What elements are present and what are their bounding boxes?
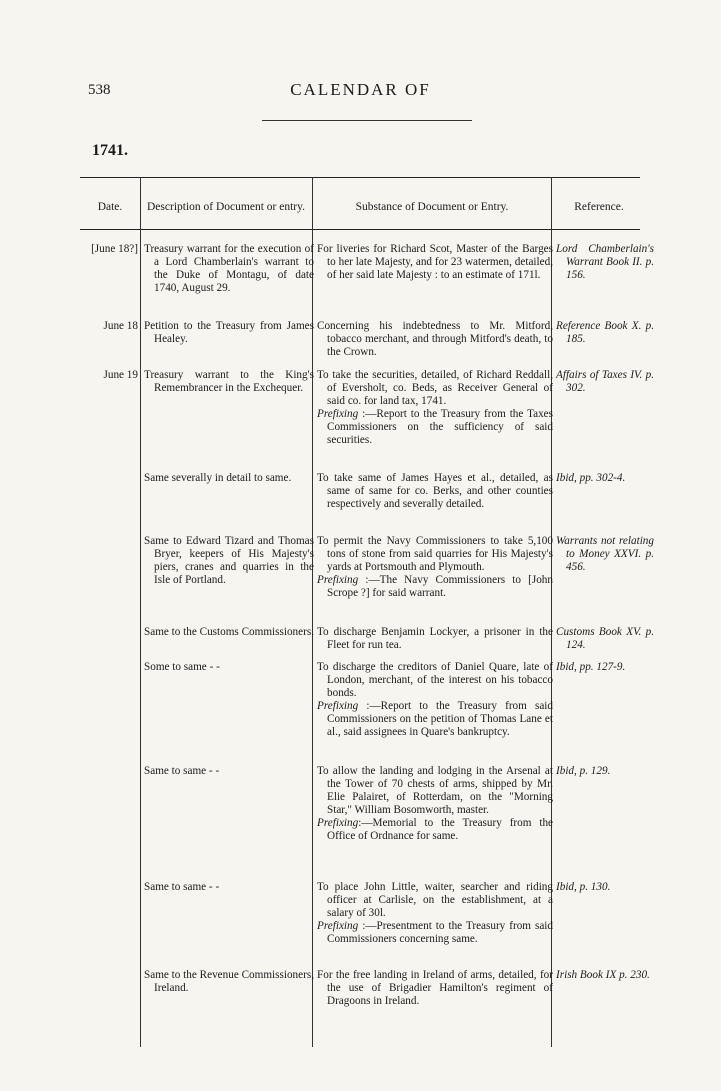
column-divider [312,177,313,1047]
entry-reference: Ibid, p. 130. [556,881,611,893]
entry-description: Some to same - - [144,661,220,673]
entry-description: Same to the Customs Commissioners. [144,626,314,638]
entry-description: Same to same - - [144,881,220,893]
table-header-rule [80,229,640,230]
substance-text: To discharge the creditors of Daniel Quare, late of London, merchant, of the interest on his tobacco bonds. [317,661,553,699]
entry-description: Same to same - - [144,765,220,777]
running-title: CALENDAR OF [290,80,431,99]
entry-substance [317,243,553,282]
column-header-description: Description of Document or entry. [147,200,305,213]
substance-text: Concerning his indebtedness to Mr. Mitford, tobacco merchant, and through Mitford's death, to the Crown. [317,320,553,358]
entry-description: Same to the Revenue Commissioners, Ireland. [144,969,314,994]
column-header-reference: Reference. [574,200,624,213]
entry-reference: Reference Book X. p. 185. [556,320,654,345]
prefixing-text: :—Memorial to the Treasury from the Office of Ordnance for same. [327,817,553,842]
entry-date: June 18 [103,320,138,332]
entry-description: Treasury warrant for the execution of a Lord Chamberlain's warrant to the Duke of Montagu, of date 1740, August 29. [144,243,314,294]
column-header-date: Date. [97,200,123,213]
prefixing-label: Prefixing [317,408,359,420]
prefixing-label: Prefixing [317,920,359,932]
prefixing-label: Prefixing [317,700,359,712]
entry-reference: Ibid, pp. 127-9. [556,661,626,673]
prefixing-note [317,408,553,447]
substance-text: To take same of James Hayes et al., detailed, as same of same for co. Berks, and other counties respectively and severally detailed. [317,472,553,510]
entry-reference: Lord Chamberlain's Warrant Book II. p. 156. [556,243,654,281]
calendar-table [80,177,654,1047]
entry-substance [317,765,553,843]
prefixing-note [317,920,553,946]
entry-description: Same to Edward Tizard and Thomas Bryer, keepers of His Majesty's piers, cranes and quarries in the Isle of Portland. [144,535,314,586]
table-top-rule [80,177,640,178]
entry-reference: Affairs of Taxes IV. p. 302. [556,369,654,394]
entry-substance [317,320,553,359]
prefixing-label: Prefixing [317,817,359,829]
substance-text: For liveries for Richard Scot, Master of the Barges to her late Majesty, and for 23 watermen, detailed, of her said late Majesty : to an estimate of 171l. [317,243,553,281]
substance-text: For the free landing in Ireland of arms, detailed, for the use of Brigadier Hamilton's regiment of Dragoons in Ireland. [317,969,553,1007]
substance-text: To discharge Benjamin Lockyer, a prisoner in the Fleet for run tea. [317,626,553,651]
entry-date: June 19 [103,369,138,381]
year-heading: 1741. [92,142,128,159]
prefixing-text: :—Presentment to the Treasury from said Commissioners concerning same. [327,920,553,945]
column-header-substance: Substance of Document or Entry. [355,200,509,213]
prefixing-text: :—Report to the Treasury from said Commissioners on the petition of Thomas Lane et al., said assignees in Quare's bankruptcy. [327,700,553,738]
entry-substance [317,535,553,600]
entry-description: Same severally in detail to same. [144,472,292,484]
entry-reference: Irish Book IX p. 230. [556,969,650,981]
entry-substance [317,881,553,946]
entry-description: Treasury warrant to the King's Remembrancer in the Exchequer. [144,369,314,394]
prefixing-text: :—The Navy Commissioners to [John Scrope ?] for said warrant. [327,574,553,599]
title-rule [262,120,472,121]
entry-reference: Warrants not relating to Money XXVI. p. 456. [556,535,654,573]
prefixing-text: :—Report to the Treasury from the Taxes Commissioners on the sufficiency of said securities. [327,408,553,446]
entry-reference: Ibid, pp. 302-4. [556,472,626,484]
substance-text: To permit the Navy Commissioners to take 5,100 tons of stone from said quarries for His Majesty's yards at Portsmouth and Plymouth. [317,535,553,573]
prefixing-label: Prefixing [317,574,359,586]
substance-text: To take the securities, detailed, of Richard Reddall, of Eversholt, co. Beds, as Receiver General of said co. for land tax, 1741. [317,369,553,407]
entry-substance [317,472,553,511]
prefixing-note [317,700,553,739]
entry-substance [317,969,553,1008]
page-number: 538 [88,82,111,98]
prefixing-note [317,817,553,843]
entry-substance [317,369,553,447]
entry-substance [317,626,553,652]
entry-date: [June 18?] [91,243,138,255]
prefixing-note [317,574,553,600]
entry-reference: Customs Book XV. p. 124. [556,626,654,651]
entry-description: Petition to the Treasury from James Healey. [144,320,314,345]
substance-text: To place John Little, waiter, searcher and riding officer at Carlisle, on the establishment, at a salary of 30l. [317,881,553,919]
entry-substance [317,661,553,739]
column-divider [140,177,141,1047]
entry-reference: Ibid, p. 129. [556,765,611,777]
substance-text: To allow the landing and lodging in the Arsenal at the Tower of 70 chests of arms, shipped by Mr. Elie Palairet, of Rotterdam, on the "Morning Star," William Bosomworth, master. [317,765,553,816]
